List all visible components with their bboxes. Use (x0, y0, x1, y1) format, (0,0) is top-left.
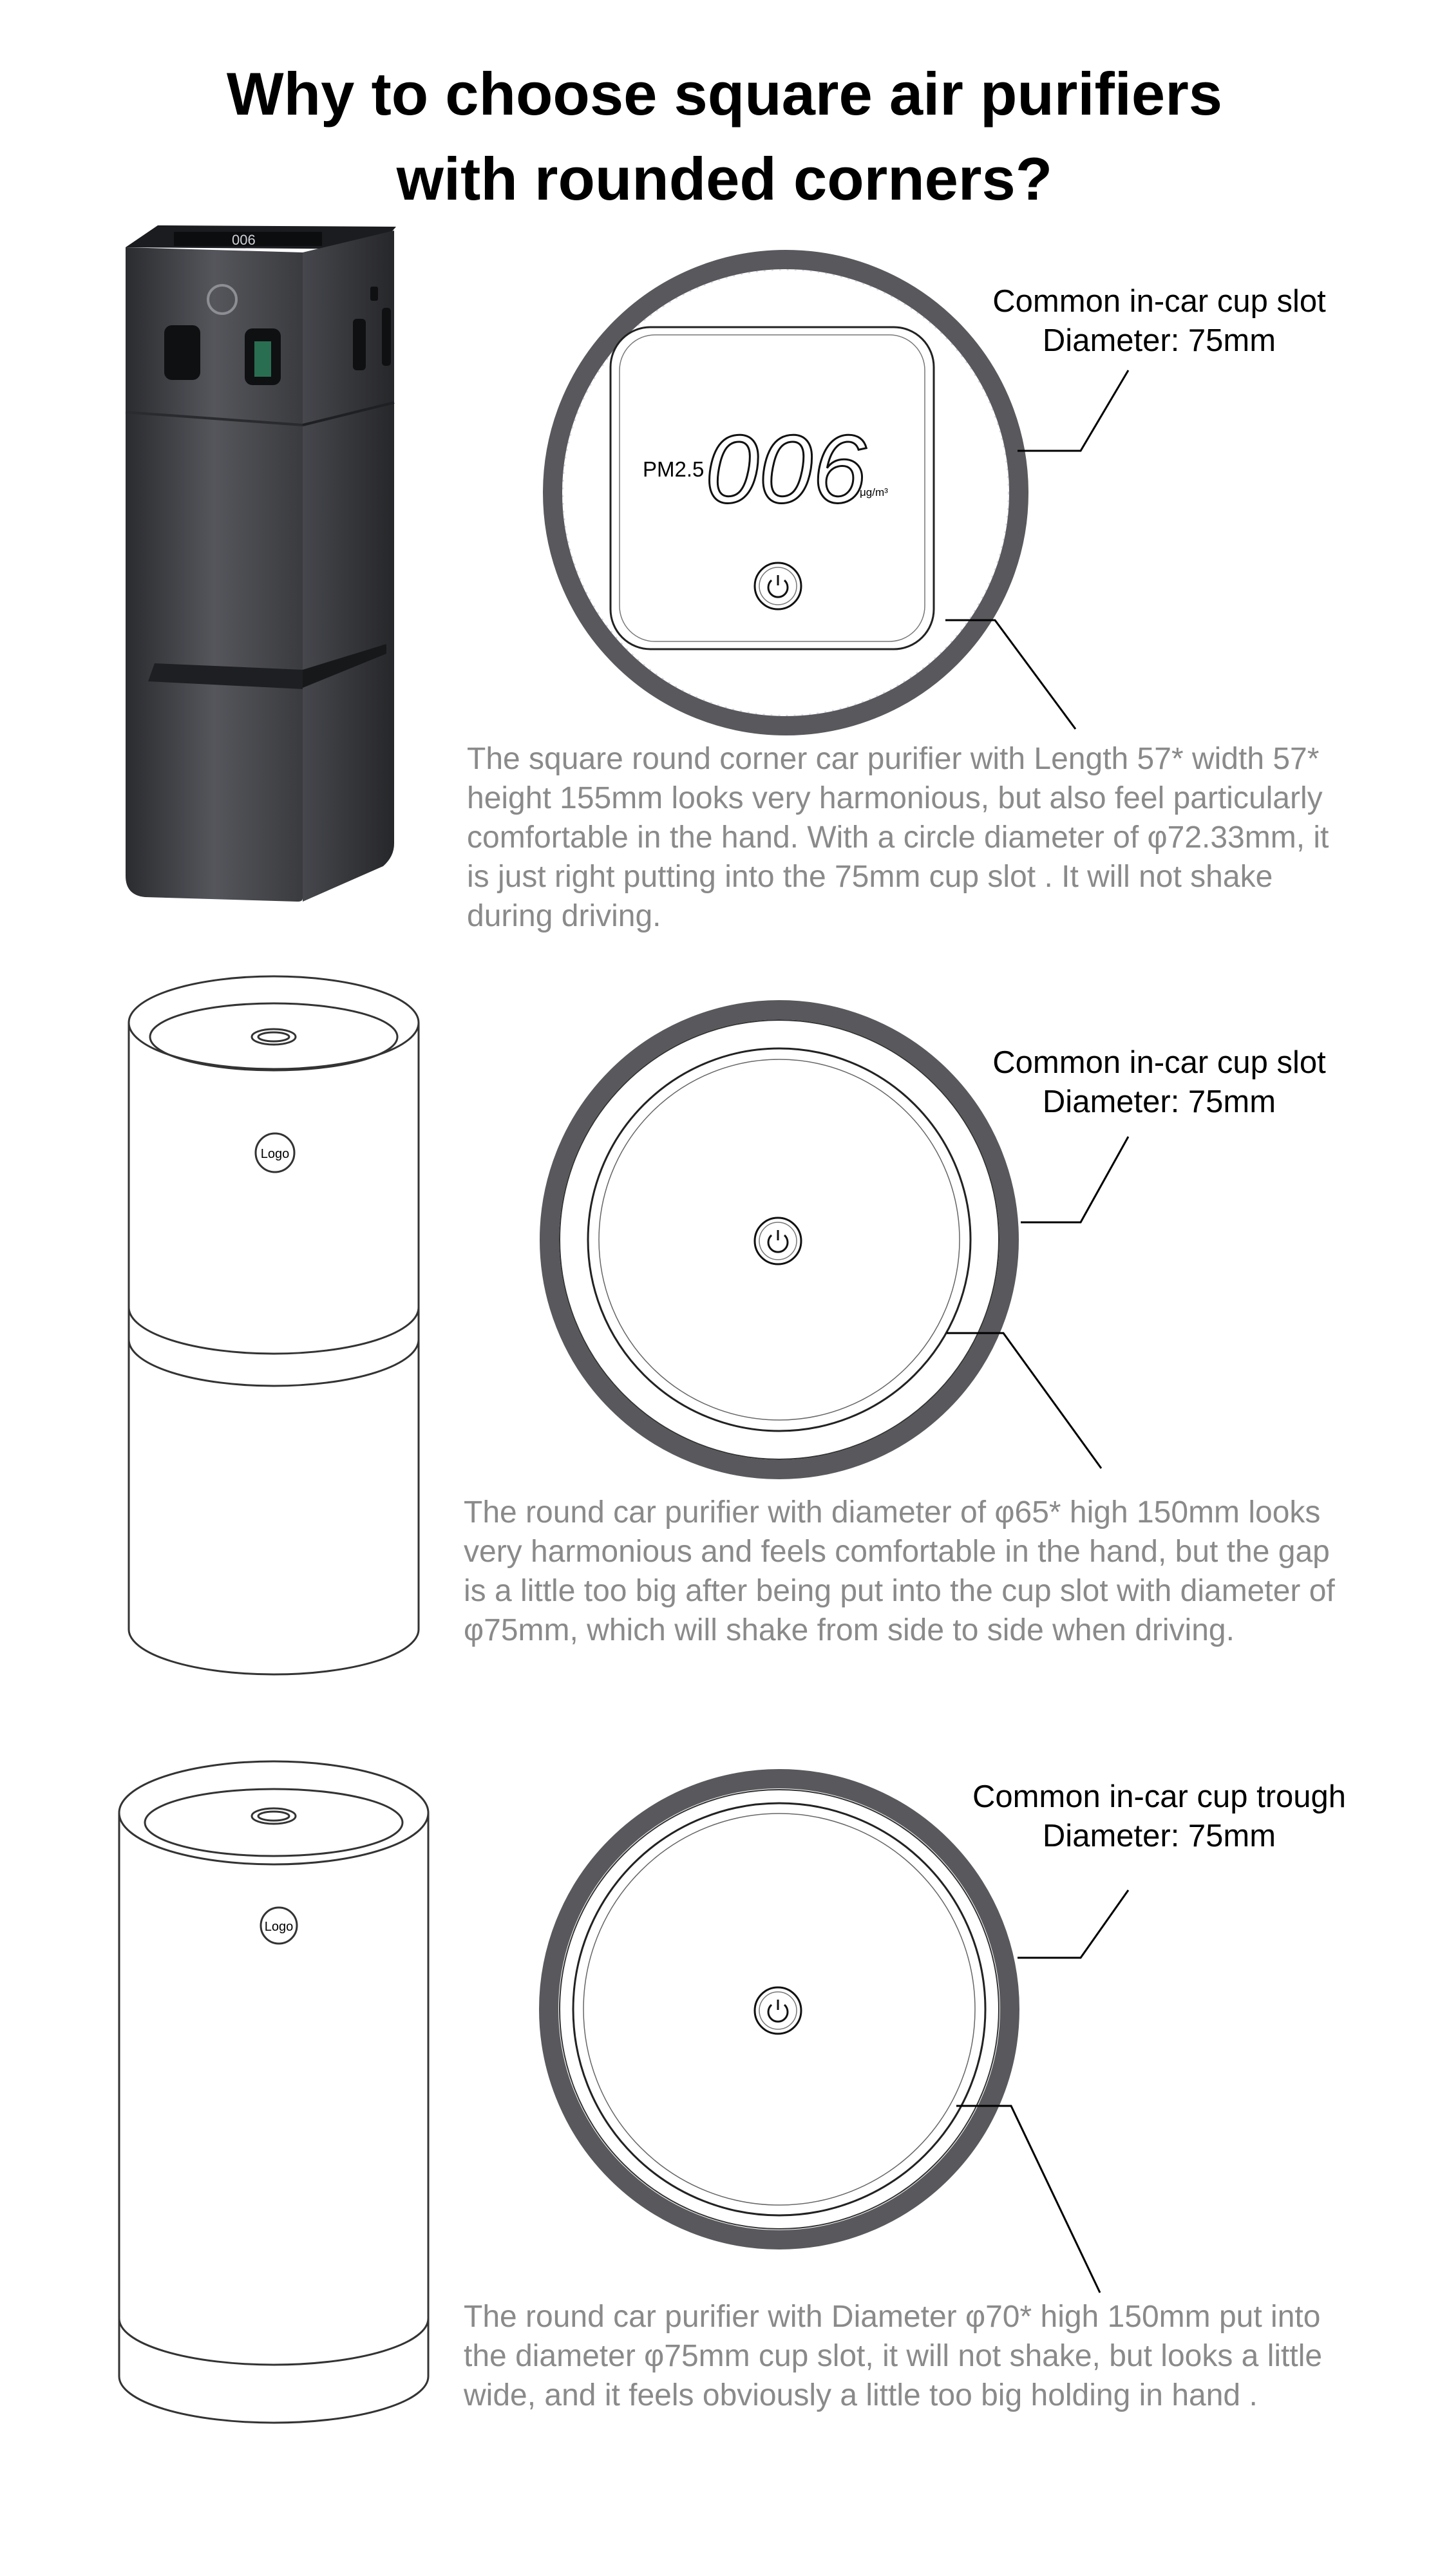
description-line: comfortable in the hand. With a circle diameter of φ72.33mm, it (467, 820, 1329, 855)
description-line: very harmonious and feels comfortable in the hand, but the gap (464, 1535, 1330, 1569)
caption-line-1: Common in-car cup trough (972, 1779, 1347, 1814)
description-2 (464, 1493, 1335, 1650)
caption-line-1: Common in-car cup slot (992, 284, 1326, 319)
caption-leader-2a (1021, 1137, 1128, 1222)
pm25-label: PM2.5 (643, 457, 705, 481)
description-line: during driving. (467, 899, 661, 933)
title-line-2: with rounded corners? (396, 145, 1053, 213)
description-line: The square round corner car purifier with Length 57* width 57* (467, 742, 1320, 776)
description-line: is a little too big after being put into the cup slot with diameter of (464, 1574, 1335, 1608)
caption-line-2: Diameter: 75mm (1042, 1819, 1276, 1853)
cup-slot-caption-3 (927, 1777, 1391, 1856)
caption-leader-1a (1018, 370, 1128, 451)
power-icon[interactable] (755, 1987, 801, 2034)
caption-line-2: Diameter: 75mm (1042, 323, 1276, 358)
title-line-1: Why to choose square air purifiers (226, 60, 1223, 128)
description-line: the diameter φ75mm cup slot, it will not shake, but looks a little (464, 2339, 1323, 2373)
cup-slot-caption-2 (953, 1043, 1365, 1122)
cup-slot-ring-1 (553, 260, 1019, 726)
cup-slot-ring-2 (549, 1010, 1009, 1470)
round-purifier-drawing-1 (129, 976, 419, 1674)
power-icon[interactable] (755, 563, 801, 609)
caption-line-1: Common in-car cup slot (992, 1045, 1326, 1080)
pm25-value: 006 (705, 415, 867, 523)
round-purifier-drawing-2 (119, 1761, 428, 2423)
description-1 (467, 739, 1329, 936)
caption-leader-3a (1018, 1890, 1128, 1958)
description-line: wide, and it feels obviously a little too big holding in hand . (464, 2378, 1258, 2412)
pm25-unit: μg/m³ (860, 486, 888, 498)
description-line: φ75mm, which will shake from side to side when driving. (464, 1613, 1235, 1647)
logo-badge: Logo (264, 1920, 294, 1934)
svg-text:006: 006 (232, 232, 256, 248)
caption-line-2: Diameter: 75mm (1042, 1084, 1276, 1119)
description-3 (464, 2297, 1322, 2415)
description-line: The round car purifier with diameter of φ65* high 150mm looks (464, 1495, 1321, 1530)
logo-badge: Logo (260, 1147, 290, 1161)
description-line: height 155mm looks very harmonious, but also feel particularly (467, 781, 1323, 815)
description-line: The round car purifier with Diameter φ70* high 150mm put into (464, 2300, 1321, 2334)
power-icon[interactable] (755, 1218, 801, 1264)
cup-slot-caption-1 (953, 282, 1365, 361)
description-line: is just right putting into the 75mm cup slot . It will not shake (467, 860, 1273, 894)
square-purifier-device (126, 225, 396, 902)
